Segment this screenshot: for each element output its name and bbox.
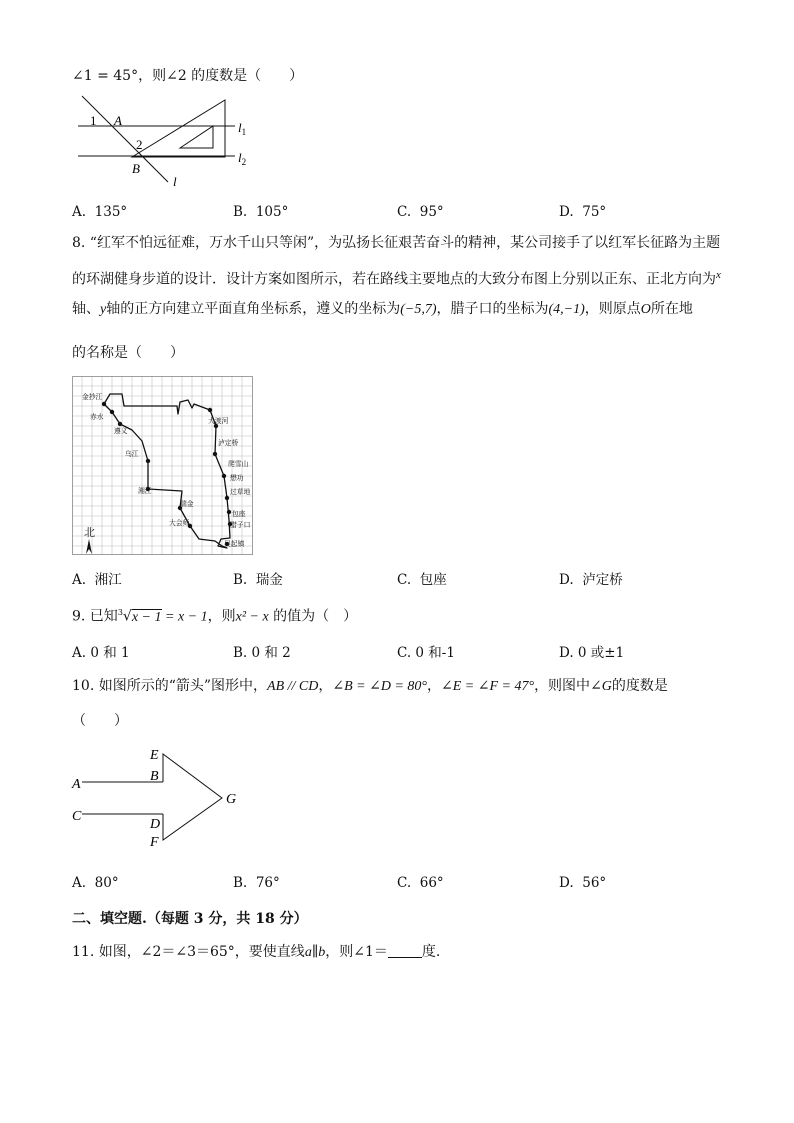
q8-place-baozuo: 包座 bbox=[232, 511, 246, 518]
q7-label-l2: $l_2$ bbox=[238, 150, 247, 167]
q7-label-B: B bbox=[132, 161, 140, 176]
q8-place-dahuishi: 大会师 bbox=[169, 520, 190, 527]
map-place-dot bbox=[146, 459, 150, 463]
map-place-dot bbox=[118, 422, 122, 426]
section-heading: 二、填空题.（每题 3 分，共 18 分） bbox=[72, 911, 308, 927]
q10-arrow-head bbox=[163, 754, 222, 840]
q8-place-paxueshan: 爬雪山 bbox=[228, 461, 249, 468]
q10-cond-parallel: AB // CD bbox=[267, 679, 319, 694]
q10-line-1: 10. 如图所示的“箭头”图形中，AB // CD，∠B = ∠D = 80°，∠E = ∠F = 47°，则图中∠G的度数是 bbox=[72, 678, 668, 694]
q10-label-C: C bbox=[72, 809, 82, 824]
q8-option-c[interactable]: C. 包座 bbox=[397, 572, 447, 588]
q7-label-2: 2 bbox=[136, 137, 143, 152]
q8-place-guocaodi: 过草地 bbox=[230, 489, 251, 496]
q8-option-d[interactable]: D. 泸定桥 bbox=[559, 572, 623, 588]
q10-label-D: D bbox=[150, 817, 161, 832]
map-place-dot bbox=[102, 402, 106, 406]
q9-stem: 9. 已知$^3$√x − 1 = x − 1，则x² − x 的值为（ ） bbox=[72, 608, 358, 625]
q10-label-A: A bbox=[72, 777, 81, 792]
q8-place-chishui: 赤水 bbox=[90, 414, 104, 421]
q7-option-c[interactable]: C. 95° bbox=[397, 204, 444, 220]
q9-radicand: x − 1 bbox=[131, 609, 162, 625]
map-place-dot bbox=[110, 410, 114, 414]
q7-stem-text: ，则∠2 的度数是（ ） bbox=[138, 68, 304, 84]
q10-option-c[interactable]: C. 66° bbox=[397, 875, 444, 891]
q8-place-maogong: 懋功 bbox=[230, 475, 244, 482]
q8-coord-zunyi: (−5,7) bbox=[400, 302, 437, 317]
q10-arrow-figure bbox=[70, 742, 250, 852]
q11-answer-blank[interactable] bbox=[388, 943, 422, 958]
q9-option-d[interactable]: D. 0 或±1 bbox=[559, 645, 625, 661]
q11-stem: 11. 如图，∠2＝∠3＝65°，要使直线a∥b，则∠1＝ 度. bbox=[72, 944, 441, 960]
q8-line-3: 轴、y轴的正方向建立平面直角坐标系，遵义的坐标为(−5,7)，腊子口的坐标为(4,−1)，则原点O所在地 bbox=[72, 301, 693, 317]
q9-radical-icon: √ bbox=[122, 608, 132, 625]
q8-place-zunyi: 遵义 bbox=[114, 428, 128, 435]
q9-expression: x² − x bbox=[235, 609, 269, 625]
q7-option-a[interactable]: A. 135° bbox=[72, 204, 128, 220]
q8-place-wuqizhen: 吴起镇 bbox=[224, 541, 245, 548]
map-place-dot bbox=[208, 408, 212, 412]
q8-place-xiangjiang: 湘江 bbox=[138, 488, 152, 495]
q9-root-index: 3 bbox=[117, 608, 123, 617]
q10-option-a[interactable]: A. 80° bbox=[72, 875, 119, 891]
q8-coord-lazikou: (4,−1) bbox=[548, 302, 585, 317]
q8-place-ruijin: 瑞金 bbox=[180, 501, 194, 508]
map-place-dot bbox=[222, 474, 226, 478]
q8-north-label: 北 bbox=[84, 526, 95, 539]
q7-label-1: 1 bbox=[90, 113, 97, 128]
q7-label-A: A bbox=[114, 113, 122, 128]
q8-place-wujiang: 乌江 bbox=[125, 451, 139, 458]
q7-option-d[interactable]: D. 75° bbox=[559, 204, 607, 220]
q7-label-l1: $l_1$ bbox=[238, 120, 247, 137]
q7-line-l bbox=[82, 96, 168, 182]
q10-label-F: F bbox=[150, 835, 159, 850]
q8-place-daduhe: 大渡河 bbox=[208, 418, 229, 425]
q8-place-lazikou: 腊子口 bbox=[230, 522, 251, 529]
q10-label-B: B bbox=[150, 769, 159, 784]
q8-place-jinshajiang: 金抄江 bbox=[82, 394, 103, 401]
q8-line-2: 的环湖健身步道的设计．设计方案如图所示，若在路线主要地点的大致分布图上分别以正东、正北方向为$^x$ bbox=[72, 269, 721, 288]
q10-label-G: G bbox=[226, 792, 237, 807]
map-place-dot bbox=[225, 496, 229, 500]
q8-map-figure bbox=[72, 376, 254, 556]
q8-north-arrow-icon bbox=[86, 539, 92, 554]
q9-option-b[interactable]: B. 0 和 2 bbox=[233, 645, 291, 661]
q7-angle: ∠1 = 45° bbox=[72, 68, 139, 84]
q8-line-1: 8. “红军不怕远征难，万水千山只等闲”，为弘扬长征艰苦奋斗的精神，某公司接手了以红军长征路为主题 bbox=[72, 235, 721, 251]
q10-cond-ef: ∠E = ∠F = 47° bbox=[441, 679, 535, 694]
q10-target: ∠G bbox=[590, 679, 612, 694]
q10-line-2: （ ） bbox=[72, 713, 128, 729]
q7-stem bbox=[72, 66, 303, 86]
q11-condition: a∥b bbox=[304, 945, 326, 960]
q10-label-E: E bbox=[150, 748, 159, 763]
q10-option-b[interactable]: B. 76° bbox=[233, 875, 280, 891]
q7-option-b[interactable]: B. 105° bbox=[233, 204, 289, 220]
map-place-dot bbox=[227, 510, 231, 514]
q8-option-b[interactable]: B. 瑞金 bbox=[233, 572, 283, 588]
q9-option-c[interactable]: C. 0 和-1 bbox=[397, 645, 455, 661]
q10-option-d[interactable]: D. 56° bbox=[559, 875, 607, 891]
q9-option-a[interactable]: A. 0 和 1 bbox=[72, 645, 130, 661]
q8-line-4: 的名称是（ ） bbox=[72, 345, 184, 361]
q8-option-a[interactable]: A. 湘江 bbox=[72, 572, 122, 588]
q8-place-ludingqiao: 泸定桥 bbox=[218, 440, 239, 447]
q10-cond-bd: ∠B = ∠D = 80° bbox=[332, 679, 427, 694]
q7-label-l: l bbox=[173, 174, 177, 189]
map-place-dot bbox=[213, 452, 217, 456]
q7-set-square-inner bbox=[180, 126, 213, 148]
q7-figure bbox=[70, 92, 260, 192]
